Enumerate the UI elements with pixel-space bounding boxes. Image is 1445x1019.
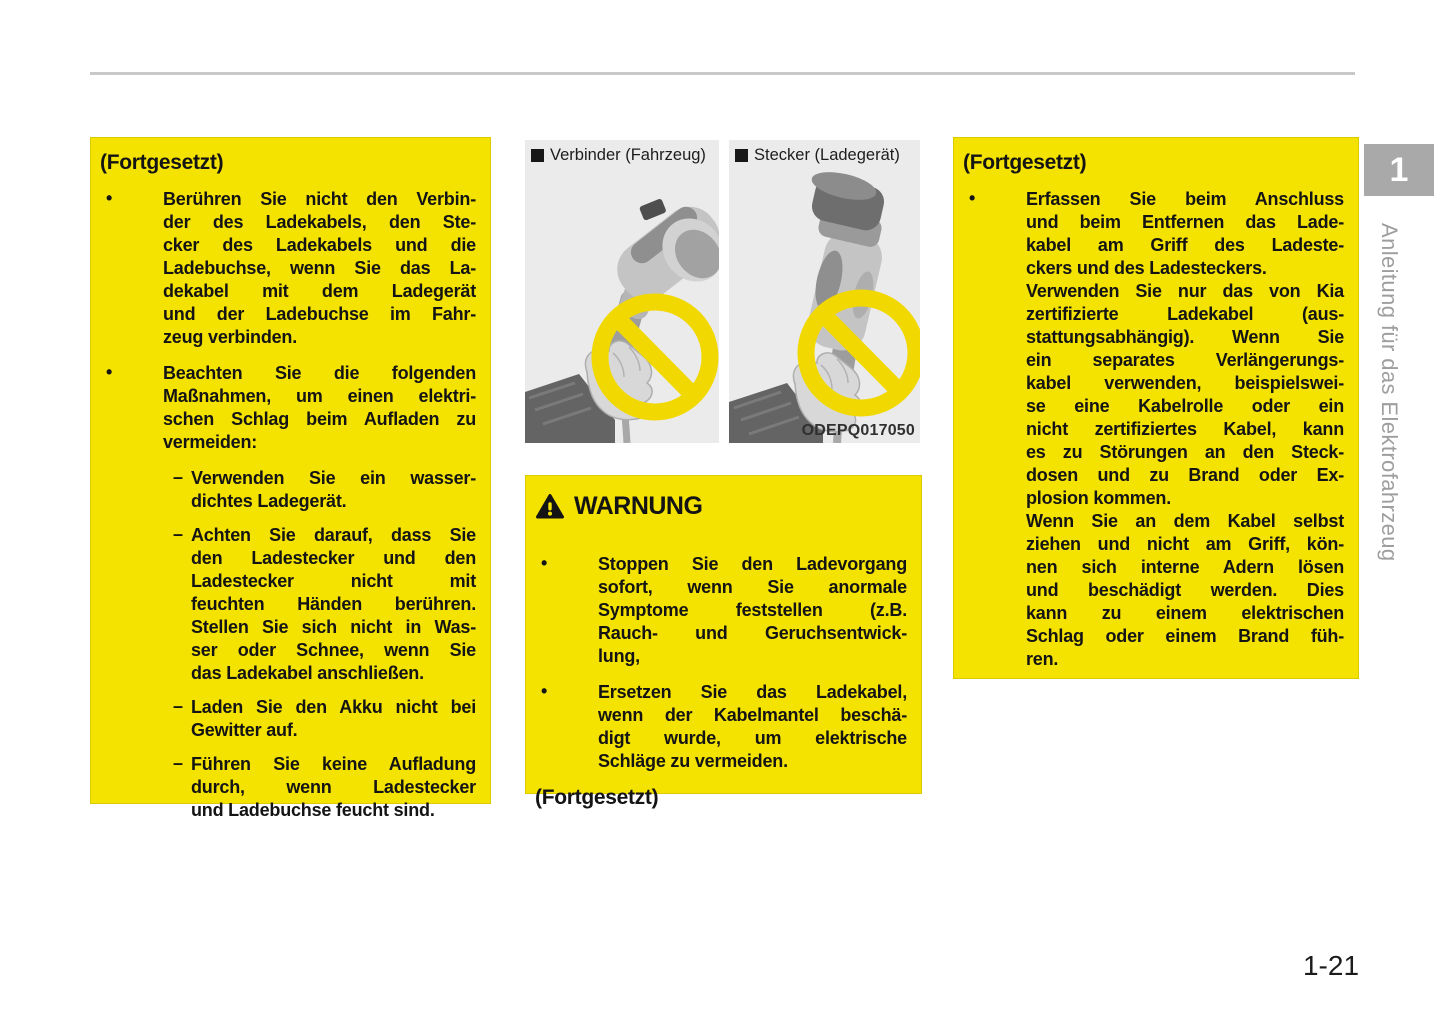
caution-item bbox=[99, 362, 476, 822]
paragraph bbox=[163, 362, 476, 454]
warning-item bbox=[534, 681, 907, 773]
text-line: lung, bbox=[598, 646, 640, 666]
caution-box-right bbox=[953, 137, 1359, 679]
text-line: dekabel mit dem Ladegerät bbox=[163, 281, 476, 301]
sub-item-row bbox=[173, 696, 476, 742]
text-line: ser oder Schnee, wenn Sie bbox=[191, 640, 476, 660]
text-line: sofort, wenn Sie anormale bbox=[598, 577, 907, 597]
text-line: Stellen Sie sich nicht in Was- bbox=[191, 617, 476, 637]
text-line: Achten Sie darauf, dass Sie bbox=[191, 525, 476, 545]
sub-item-text bbox=[191, 696, 476, 742]
text-line: wenn der Kabelmantel beschä- bbox=[598, 705, 907, 725]
text-line: Verwenden Sie ein wasser- bbox=[191, 468, 476, 488]
warning-list bbox=[534, 553, 907, 773]
warning-header bbox=[536, 492, 907, 521]
text-line: der des Ladekabels, den Ste- bbox=[163, 212, 476, 232]
figure-label-text: Stecker (Ladegerät) bbox=[754, 146, 900, 164]
text-line: das Ladekabel anschließen. bbox=[191, 663, 424, 683]
square-bullet-icon bbox=[735, 149, 748, 162]
text-line: plosion kommen. bbox=[1026, 488, 1172, 508]
text-line: Ersetzen Sie das Ladekabel, bbox=[598, 682, 907, 702]
text-line: Rauch- und Geruchsentwick- bbox=[598, 623, 907, 643]
text-line: nicht zertifiziertes Kabel, kann bbox=[1026, 419, 1344, 439]
dash-icon: – bbox=[173, 696, 184, 716]
text-line: Gewitter auf. bbox=[191, 720, 298, 740]
dash-icon: – bbox=[173, 467, 184, 487]
figure-caption: ODEPQ017050 bbox=[801, 422, 915, 439]
caution-box-left bbox=[90, 137, 491, 820]
paragraph bbox=[598, 681, 907, 773]
text-line: durch, wenn Ladestecker bbox=[191, 777, 476, 797]
text-line: zeug verbinden. bbox=[163, 327, 298, 347]
paragraph bbox=[1026, 510, 1344, 671]
text-line: und beschädigt werden. Dies bbox=[1026, 580, 1344, 600]
text-line: stattungsabhängig). Wenn Sie bbox=[1026, 327, 1344, 347]
warning-box bbox=[525, 475, 922, 809]
bullet-icon: • bbox=[541, 553, 548, 573]
paragraph bbox=[163, 188, 476, 349]
sub-item-text bbox=[191, 524, 476, 685]
bullet-text bbox=[163, 188, 476, 349]
caution-item bbox=[99, 188, 476, 349]
text-line: ein separates Verlängerungs- bbox=[1026, 350, 1344, 370]
text-line: Wenn Sie an dem Kabel selbst bbox=[1026, 511, 1344, 531]
text-line: Verwenden Sie nur das von Kia bbox=[1026, 281, 1344, 301]
text-line: und beim Entfernen das Lade- bbox=[1026, 212, 1344, 232]
header-divider bbox=[90, 72, 1355, 75]
text-line: Führen Sie keine Aufladung bbox=[191, 754, 476, 774]
square-bullet-icon bbox=[531, 149, 544, 162]
warning-triangle-icon bbox=[536, 494, 564, 519]
chapter-sidebar-title: Anleitung für das Elektrofahrzeug bbox=[1377, 223, 1402, 562]
figure-label-text: Verbinder (Fahrzeug) bbox=[550, 146, 706, 164]
text-line: Berühren Sie nicht den Verbin- bbox=[163, 189, 476, 209]
bullet-text bbox=[163, 362, 476, 454]
text-line: Stoppen Sie den Ladevorgang bbox=[598, 554, 907, 574]
text-line: kabel am Griff des Ladeste- bbox=[1026, 235, 1344, 255]
text-line: dichtes Ladegerät. bbox=[191, 491, 347, 511]
text-line: kann zu einem elektrischen bbox=[1026, 603, 1344, 623]
text-line: den Ladestecker und den bbox=[191, 548, 476, 568]
paragraph bbox=[1026, 280, 1344, 510]
continued-label: (Fortgesetzt) bbox=[535, 786, 659, 809]
continued-label: (Fortgesetzt) bbox=[963, 151, 1087, 174]
caution-list bbox=[962, 188, 1344, 671]
text-line: Schlag oder einem Brand füh- bbox=[1026, 626, 1344, 646]
figure-label bbox=[735, 146, 900, 165]
warning-title: WARNUNG bbox=[574, 492, 703, 520]
sub-item-row bbox=[173, 467, 476, 513]
warning-item-text bbox=[598, 681, 907, 773]
caution-list bbox=[99, 188, 476, 822]
text-line: Laden Sie den Akku nicht bei bbox=[191, 697, 476, 717]
dash-icon: – bbox=[173, 753, 184, 773]
sub-item-text bbox=[191, 467, 476, 513]
text-line: und der Ladebuchse im Fahr- bbox=[163, 304, 476, 324]
sub-list bbox=[173, 467, 476, 822]
warning-item-text bbox=[598, 553, 907, 668]
plug-charger-illustration bbox=[729, 140, 920, 443]
chapter-number-tab: 1 bbox=[1364, 144, 1434, 196]
sub-item-row bbox=[173, 753, 476, 822]
paragraph bbox=[191, 696, 476, 742]
bullet-icon: • bbox=[969, 188, 976, 208]
text-line: digt wurde, um elektrische bbox=[598, 728, 907, 748]
text-line: Schläge zu vermeiden. bbox=[598, 751, 788, 771]
figure-label bbox=[531, 146, 706, 165]
figure-connector-vehicle bbox=[525, 140, 719, 443]
caution-item bbox=[962, 188, 1344, 671]
text-line: dosen und zu Brand oder Ex- bbox=[1026, 465, 1344, 485]
warning-item bbox=[534, 553, 907, 668]
continued-label: (Fortgesetzt) bbox=[100, 151, 224, 174]
bullet-row bbox=[99, 362, 476, 454]
dash-icon: – bbox=[173, 524, 184, 544]
figure-plug-charger bbox=[729, 140, 920, 443]
text-line: Symptome feststellen (z.B. bbox=[598, 600, 907, 620]
text-line: feuchten Händen berühren. bbox=[191, 594, 476, 614]
text-line: Ladebuchse, wenn Sie das La- bbox=[163, 258, 476, 278]
text-line: Ladestecker nicht mit bbox=[191, 571, 476, 591]
text-line: Erfassen Sie beim Anschluss bbox=[1026, 189, 1344, 209]
bullet-icon: • bbox=[106, 188, 113, 208]
bullet-icon: • bbox=[541, 681, 548, 701]
text-line: es zu Störungen an den Steck- bbox=[1026, 442, 1344, 462]
bullet-text bbox=[1026, 188, 1344, 671]
text-line: cker des Ladekabels und die bbox=[163, 235, 476, 255]
text-line: ziehen und nicht am Griff, kön- bbox=[1026, 534, 1344, 554]
paragraph bbox=[598, 553, 907, 668]
text-line: nen sich interne Adern lösen bbox=[1026, 557, 1344, 577]
text-line: ckers und des Ladesteckers. bbox=[1026, 258, 1267, 278]
bullet-row bbox=[99, 188, 476, 349]
paragraph bbox=[1026, 188, 1344, 280]
text-line: Maßnahmen, um einen elektri- bbox=[163, 386, 476, 406]
text-line: Beachten Sie die folgenden bbox=[163, 363, 476, 383]
page-number: 1-21 bbox=[1302, 950, 1360, 981]
paragraph bbox=[191, 753, 476, 822]
paragraph bbox=[191, 524, 476, 685]
text-line: vermeiden: bbox=[163, 432, 258, 452]
text-line: zertifizierte Ladekabel (aus- bbox=[1026, 304, 1344, 324]
text-line: kabel verwenden, beispielswei- bbox=[1026, 373, 1344, 393]
sub-item-row bbox=[173, 524, 476, 685]
sub-item-text bbox=[191, 753, 476, 822]
text-line: schen Schlag beim Aufladen zu bbox=[163, 409, 476, 429]
text-line: und Ladebuchse feucht sind. bbox=[191, 800, 435, 820]
connector-vehicle-illustration bbox=[525, 140, 719, 443]
text-line: ren. bbox=[1026, 649, 1059, 669]
paragraph bbox=[191, 467, 476, 513]
text-line: se eine Kabelrolle oder ein bbox=[1026, 396, 1344, 416]
bullet-icon: • bbox=[106, 362, 113, 382]
